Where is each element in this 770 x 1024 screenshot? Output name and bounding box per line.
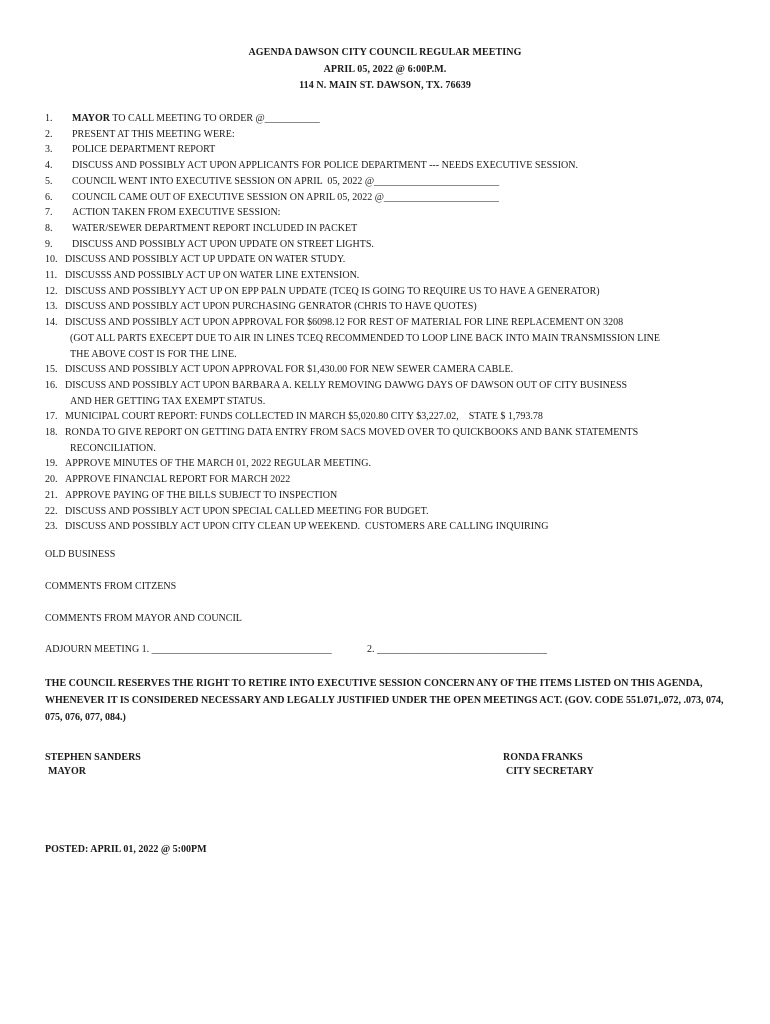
agenda-item-number: 18. <box>45 427 58 439</box>
agenda-item <box>45 378 745 394</box>
agenda-item-text: POLICE DEPARTMENT REPORT <box>72 144 216 156</box>
secretary-signature-block <box>503 751 594 779</box>
agenda-item-text: DISCUSS AND POSSIBLY ACT UPON BARBARA A. KELLY REMOVING DAWWG DAYS OF DAWSON OUT OF CITY BUSINESS <box>65 379 628 391</box>
executive-session-notice: THE COUNCIL RESERVES THE RIGHT TO RETIRE INTO EXECUTIVE SESSION CONCERN ANY OF THE ITEMS LISTED ON THIS AGENDA, WHENEVER IT IS CONSIDERED NECESSARY AND LEGALLY JUSTIFIED UNDER THE OPEN MEETINGS ACT. (GOV. CODE 551.071,.072, .073, 074, 075, 076, 077, 084.) <box>45 678 724 723</box>
agenda-item-number: 6. <box>45 191 53 203</box>
agenda-item <box>45 127 745 143</box>
agenda-item <box>45 504 745 520</box>
agenda-item-number: 2. <box>45 128 53 140</box>
agenda-item-number: 15. <box>45 364 58 376</box>
agenda-item-continuation: (GOT ALL PARTS EXECEPT DUE TO AIR IN LINES TCEQ RECOMMENDED TO LOOP LINE BACK INTO MAIN TRANSMISSION LINE <box>70 332 660 344</box>
agenda-item <box>45 190 745 206</box>
agenda-item-text: DISCUSS AND POSSIBLY ACT UPON UPDATE ON STREET LIGHTS. <box>72 238 374 250</box>
agenda-item <box>45 111 745 127</box>
posted-date: POSTED: APRIL 01, 2022 @ 5:00PM <box>45 844 207 855</box>
agenda-item <box>45 362 745 378</box>
agenda-item-continuation: RECONCILIATION. <box>70 442 156 454</box>
agenda-item <box>45 237 745 253</box>
agenda-item-continuation: AND HER GETTING TAX EXEMPT STATUS. <box>70 395 266 407</box>
agenda-item-text: DISCUSS AND POSSIBLY ACT UPON APPLICANTS FOR POLICE DEPARTMENT --- NEEDS EXECUTIVE SESSION. <box>72 160 578 172</box>
agenda-item-number: 11. <box>45 270 58 282</box>
agenda-item-number: 20. <box>45 474 58 486</box>
mayor-name: STEPHEN SANDERS <box>45 752 141 763</box>
agenda-item <box>45 205 745 221</box>
agenda-item <box>45 284 745 300</box>
comments-mayor-heading: COMMENTS FROM MAYOR AND COUNCIL <box>45 613 242 624</box>
agenda-item-number: 23. <box>45 521 58 533</box>
agenda-item-continuation: THE ABOVE COST IS FOR THE LINE. <box>70 348 237 360</box>
agenda-item <box>45 425 745 441</box>
agenda-item-number: 17. <box>45 411 58 423</box>
agenda-item-text: APPROVE FINANCIAL REPORT FOR MARCH 2022 <box>65 474 291 486</box>
agenda-item <box>45 221 745 237</box>
agenda-item-text: DISCUSS AND POSSIBLY ACT UPON SPECIAL CALLED MEETING FOR BUDGET. <box>65 505 429 517</box>
agenda-item-rest: TO CALL MEETING TO ORDER @___________ <box>109 113 320 124</box>
secretary-name: RONDA FRANKS <box>503 752 583 763</box>
agenda-item-number: 8. <box>45 222 53 234</box>
mayor-title: MAYOR <box>48 766 86 777</box>
agenda-item-number: 10. <box>45 254 58 266</box>
agenda-item-number: 12. <box>45 285 58 297</box>
comments-citizens-heading: COMMENTS FROM CITZENS <box>45 581 177 592</box>
agenda-item-number: 4. <box>45 160 53 172</box>
old-business-heading: OLD BUSINESS <box>45 549 116 560</box>
agenda-item-number: 13. <box>45 301 58 313</box>
agenda-item-text: DISCUSS AND POSSIBLY ACT UPON CITY CLEAN UP WEEKEND. CUSTOMERS ARE CALLING INQUIRING <box>65 521 549 533</box>
agenda-item <box>45 519 745 535</box>
adjourn-line-1: ADJOURN MEETING 1. ____________________________________ <box>45 644 332 655</box>
agenda-item-text: COUNCIL CAME OUT OF EXECUTIVE SESSION ON APRIL 05, 2022 @_______________________ <box>72 191 499 203</box>
meeting-date: APRIL 05, 2022 @ 6:00P.M. <box>323 64 447 75</box>
agenda-item-text: APPROVE PAYING OF THE BILLS SUBJECT TO INSPECTION <box>65 489 338 501</box>
agenda-item-number: 21. <box>45 489 58 501</box>
agenda-item-text: APPROVE MINUTES OF THE MARCH 01, 2022 REGULAR MEETING. <box>65 458 371 470</box>
agenda-item-number: 9. <box>45 238 53 250</box>
agenda-title: AGENDA DAWSON CITY COUNCIL REGULAR MEETING <box>248 47 522 58</box>
agenda-item-text: PRESENT AT THIS MEETING WERE: <box>72 128 235 140</box>
agenda-item-text: DISCUSS AND POSSIBLY ACT UPON APPROVAL FOR $6098.12 FOR REST OF MATERIAL FOR LINE REPLACEMENT ON 3208 <box>65 317 624 329</box>
mayor-signature-block <box>45 751 141 779</box>
agenda-item-text: DISCUSSS AND POSSIBLY ACT UP ON WATER LINE EXTENSION. <box>65 270 360 282</box>
agenda-item-number: 16. <box>45 379 58 391</box>
agenda-item-number: 19. <box>45 458 58 470</box>
agenda-item-text: WATER/SEWER DEPARTMENT REPORT INCLUDED IN PACKET <box>72 222 358 234</box>
agenda-item <box>45 488 745 504</box>
agenda-list <box>45 111 745 535</box>
meeting-address: 114 N. MAIN ST. DAWSON, TX. 76639 <box>299 80 471 91</box>
agenda-item-text: MUNICIPAL COURT REPORT: FUNDS COLLECTED IN MARCH $5,020.80 CITY $3,227.02, STATE $ 1,793.78 <box>65 411 543 423</box>
agenda-item-text: DISCUSS AND POSSIBLYY ACT UP ON EPP PALN UPDATE (TCEQ IS GOING TO REQUIRE US TO HAVE A GENERATOR) <box>65 285 600 297</box>
agenda-item <box>45 174 745 190</box>
agenda-item-lead: MAYOR <box>72 113 110 124</box>
agenda-item <box>45 268 745 284</box>
agenda-item-number: 14. <box>45 317 58 329</box>
agenda-item <box>45 409 745 425</box>
agenda-item-text: DISCUSS AND POSSIBLY ACT UPON PURCHASING GENRATOR (CHRIS TO HAVE QUOTES) <box>65 301 477 313</box>
agenda-item-text: ACTION TAKEN FROM EXECUTIVE SESSION: <box>72 207 281 219</box>
agenda-item-number: 7. <box>45 207 53 219</box>
agenda-item <box>45 315 745 331</box>
secretary-title: CITY SECRETARY <box>506 766 594 777</box>
adjourn-line-2: 2. __________________________________ <box>367 644 547 655</box>
agenda-item-text <box>72 111 745 127</box>
agenda-item <box>45 456 745 472</box>
agenda-item <box>45 142 745 158</box>
agenda-item-number: 5. <box>45 175 53 187</box>
agenda-item-number: 3. <box>45 144 53 156</box>
agenda-item-number: 1. <box>45 113 53 124</box>
agenda-item-text: RONDA TO GIVE REPORT ON GETTING DATA ENTRY FROM SACS MOVED OVER TO QUICKBOOKS AND BANK STATEMENTS <box>65 427 639 439</box>
agenda-item <box>45 158 745 174</box>
agenda-item-text: DISCUSS AND POSSIBLY ACT UP UPDATE ON WATER STUDY. <box>65 254 346 266</box>
agenda-item <box>45 252 745 268</box>
agenda-item-number: 22. <box>45 505 58 517</box>
agenda-item <box>45 472 745 488</box>
agenda-item <box>45 299 745 315</box>
agenda-item-text: DISCUSS AND POSSIBLY ACT UPON APPROVAL FOR $1,430.00 FOR NEW SEWER CAMERA CABLE. <box>65 364 514 376</box>
agenda-item-text: COUNCIL WENT INTO EXECUTIVE SESSION ON APRIL 05, 2022 @_________________________ <box>72 175 500 187</box>
